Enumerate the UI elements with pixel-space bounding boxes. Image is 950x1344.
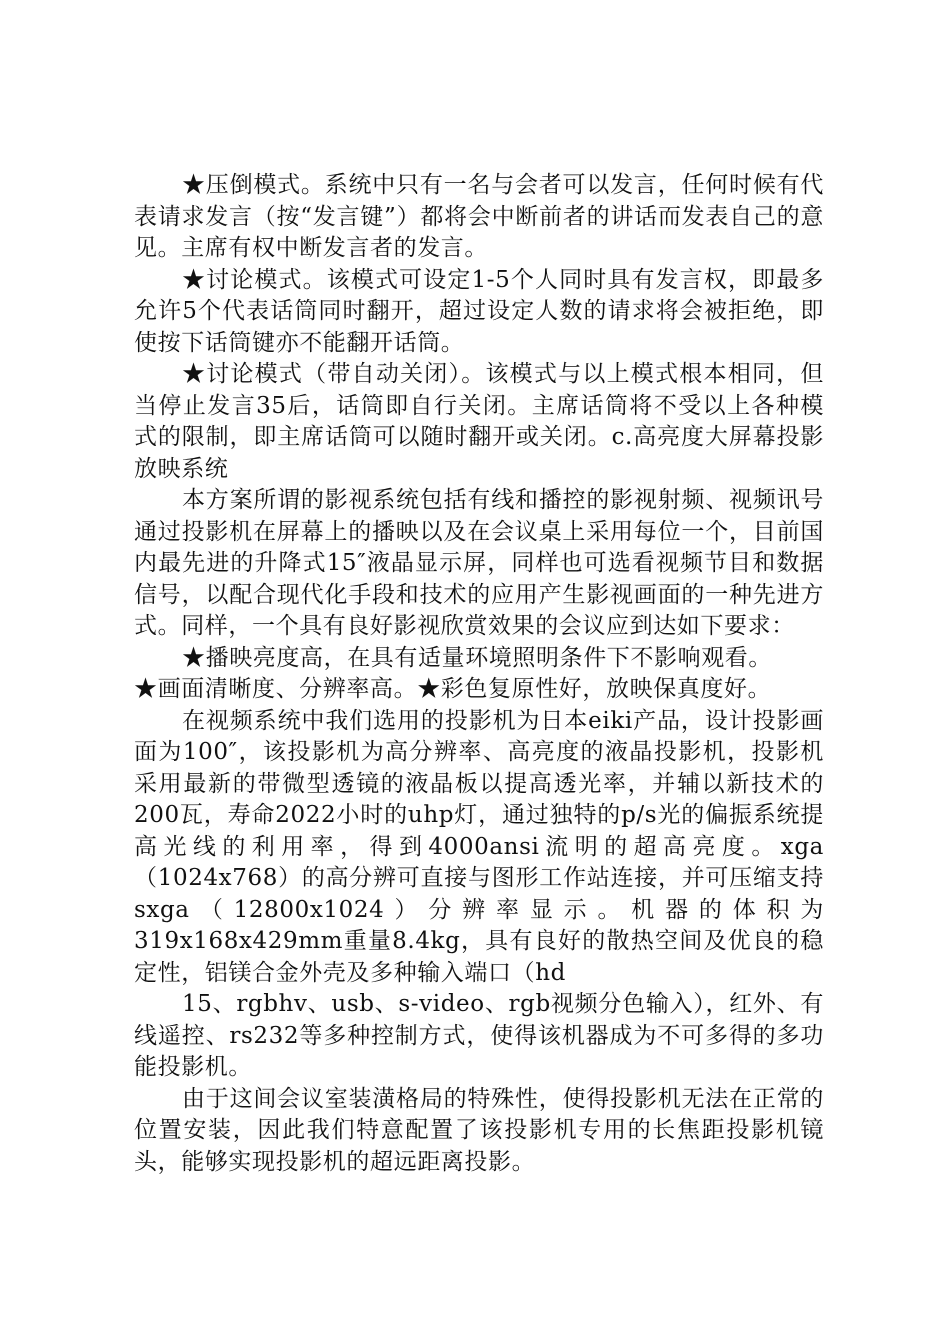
paragraph-projector-inputs: 15、rgbhv、usb、s-video、rgb视频分色输入），红外、有线遥控、rs232等多种控制方式，使得该机器成为不可多得的多功能投影机。 <box>134 991 824 1080</box>
paragraph-projector-lens: 由于这间会议室装潢格局的特殊性，使得投影机无法在正常的位置安装，因此我们特意配置了该投影机专用的长焦距投影机镜头，能够实现投影机的超远距离投影。 <box>134 1085 824 1175</box>
paragraph-video-system-intro: 本方案所谓的影视系统包括有线和播控的影视射频、视频讯号通过投影机在屏幕上的播映以及在会议桌上采用每位一个，目前国内最先进的升降式15″液晶显示屏，同样也可选看视频节目和数据信号，以配合现代化手段和技术的应用产生影视画面的一种先进方式。同样，一个具有良好影视欣赏效果的会议应到达如下要求： <box>134 487 824 639</box>
paragraph-override-mode: ★压倒模式。系统中只有一名与会者可以发言，任何时候有代表请求发言（按“发言键”）都将会中断前者的讲话而发表自己的意见。主席有权中断发言者的发言。 <box>134 172 824 261</box>
paragraph-projector-spec: 在视频系统中我们选用的投影机为日本eiki产品，设计投影画面为100″，该投影机为高分辨率、高亮度的液晶投影机，投影机采用最新的带微型透镜的液晶板以提高透光率，并辅以新技术的200瓦，寿命2022小时的uhp灯，通过独特的p/s光的偏振系统提高光线的利用率，得到4000ansi流明的超高亮度。xga（1024x768）的高分辨可直接与图形工作站连接，并可压缩支持sxga（12800x1024）分辨率显示。机器的体积为319x168x429mm重量8.4kg，具有良好的散热空间及优良的稳定性，铝镁合金外壳及多种输入端口（hd <box>134 707 824 986</box>
paragraph-discussion-auto-close: ★讨论模式（带自动关闭）。该模式与以上模式根本相同，但当停止发言35后，话筒即自行关闭。主席话筒将不受以上各种模式的限制，即主席话筒可以随时翻开或关闭。c.高亮度大屏幕投影放映系统 <box>134 361 824 482</box>
paragraph-discussion-mode: ★讨论模式。该模式可设定1-5个人同时具有发言权，即最多允许5个代表话筒同时翻开，超过设定人数的请求将会被拒绝，即使按下话筒键亦不能翻开话筒。 <box>134 266 824 356</box>
paragraph-requirement-clarity: ★画面清晰度、分辨率高。★彩色复原性好，放映保真度好。 <box>134 676 772 702</box>
paragraph-requirement-brightness: ★播映亮度高，在具有适量环境照明条件下不影响观看。 <box>182 644 772 671</box>
document-body <box>134 170 824 1178</box>
